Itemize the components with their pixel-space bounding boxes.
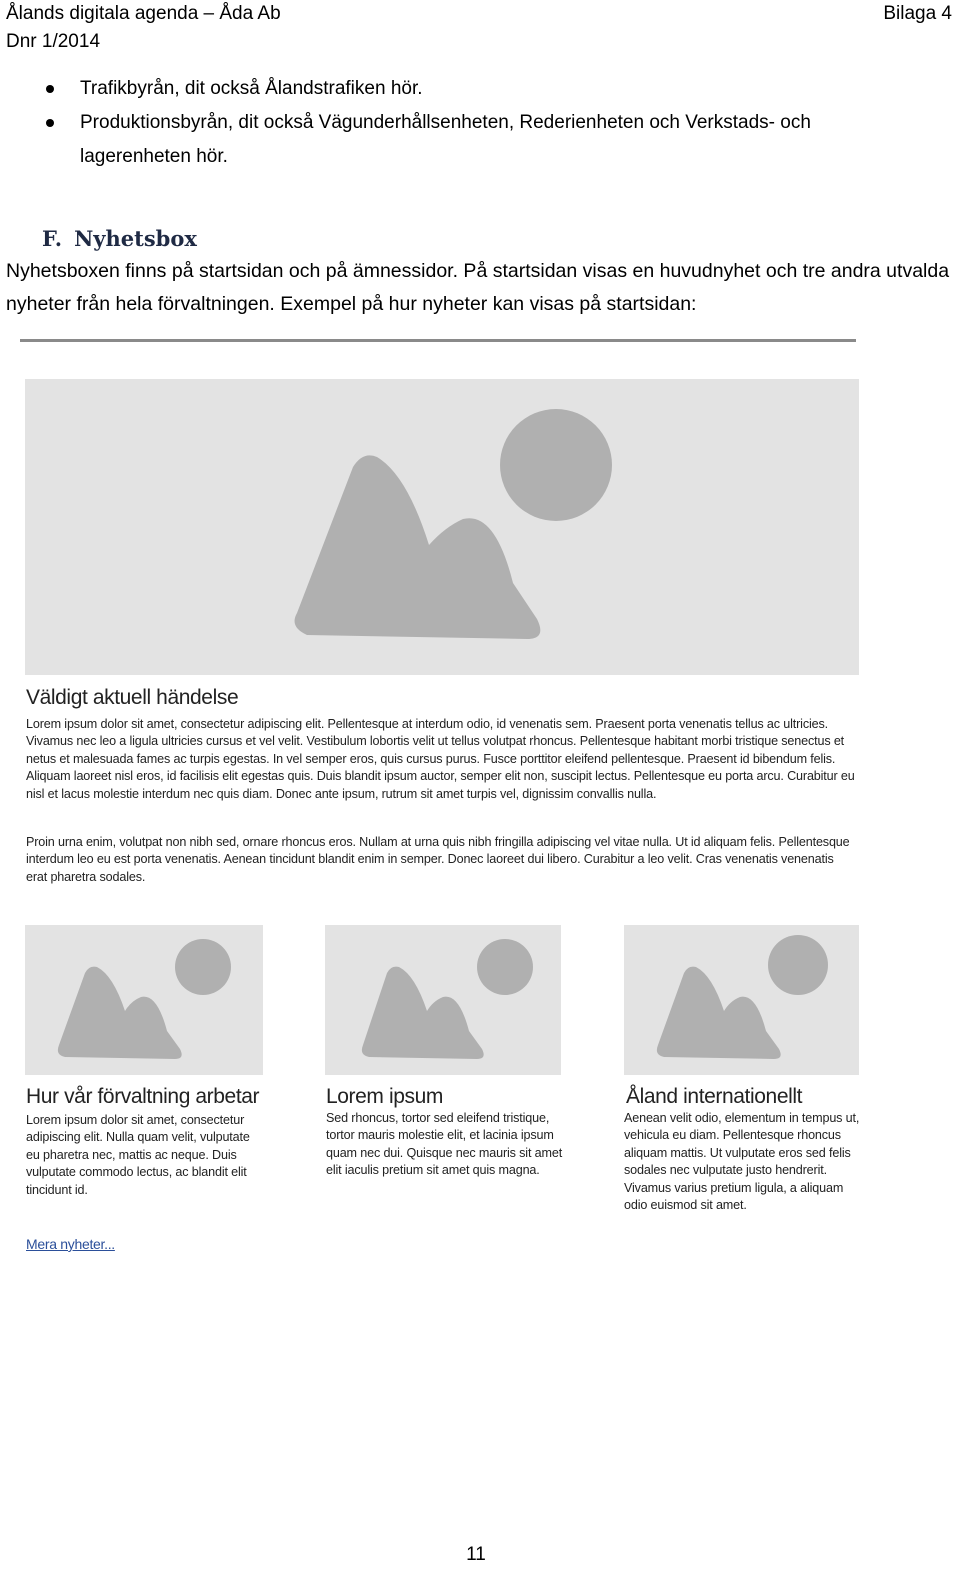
image-placeholder-icon <box>25 925 263 1075</box>
news-image-placeholder <box>325 925 561 1075</box>
news-item-text: Sed rhoncus, tortor sed eleifend tristique, tortor mauris molestie elit, et lacinia ipsum quam nec dui. Quisque nec mauris sit amet elit iaculis pretium sit amet quis magna. <box>326 1111 563 1178</box>
main-news-paragraph: Lorem ipsum dolor sit amet, consectetur adipiscing elit. Pellentesque at interdum odio, id venenatis sem. Praesent porta venenatis tellus ac ultricies. Vivamus nec leo a ligula ultricies cursus et vel velit. Vestibulum lobortis velit ut tellus volutpat rhoncus. Pellentesque habitant morbi tristique senectus et netus et malesuada fames ac turpis egestas. In vel semper eros, quis cursus purus. Fusce porttitor eleifend pellentesque. Praesent id bibendum felis. Aliquam laoreet nisl eros, id facilisis elit egestas quis. Duis blandit ipsum auctor, semper elit non, suscipit lectus. Pellentesque eu porta arcu. Curabitur eu nisl et lacus molestie interdum nec quis diam. Donec ante ipsum, rutrum sit amet turpis vel, dignissim convallis nulla. <box>26 717 855 801</box>
section-title: Nyhetsbox <box>74 226 197 251</box>
bullet-list <box>0 72 960 174</box>
appendix-label: Bilaga 4 <box>883 3 952 24</box>
news-image-placeholder <box>25 925 263 1075</box>
section-intro: Nyhetsboxen finns på startsidan och på ämnessidor. På startsidan visas en huvudnyhet och tre andra utvalda nyheter från hela förvaltningen. Exempel på hur nyheter kan visas på startsidan: <box>6 260 950 315</box>
news-item-title: Lorem ipsum <box>326 1085 443 1108</box>
main-news-paragraph: Proin urna enim, volutpat non nibh sed, ornare rhoncus eros. Nullam at urna quis nibh fringilla adipiscing vel vitae nulla. Ut id aliquam felis. Pellentesque interdum leo eu est porta venenatis. Aenean tincidunt blandit enim in semper. Donec laoreet dui libero. Curabitur a leo velit. Cras venenatis venenatis erat pharetra sodales. <box>26 835 850 884</box>
mockup-divider <box>20 339 856 342</box>
section-heading <box>42 226 197 251</box>
image-placeholder-icon <box>624 925 859 1075</box>
news-item-text: Aenean velit odio, elementum in tempus ut, vehicula eu diam. Pellentesque rhoncus aliquam mattis. Ut vulputate eros sed felis sodales nec vulputate justo hendrerit. Vivamus varius pretium ligula, a aliquam odio euismod sit amet. <box>624 1111 860 1213</box>
section-letter: F. <box>42 226 63 251</box>
news-item-title: Hur vår förvaltning arbetar <box>26 1085 260 1108</box>
document-header-left <box>6 0 281 56</box>
image-placeholder-icon <box>25 379 859 675</box>
image-placeholder-icon <box>325 925 561 1075</box>
news-image-placeholder <box>624 925 859 1075</box>
bullet-item: Trafikbyrån, dit också Ålandstrafiken hör. <box>0 72 960 106</box>
more-news-link[interactable]: Mera nyheter... <box>26 1236 115 1252</box>
bullet-item: Produktionsbyrån, dit också Vägunderhållsenheten, Rederienheten och Verkstads- och lagerenheten hör. <box>0 106 960 174</box>
page-number: 11 <box>466 1544 486 1565</box>
main-news-title: Väldigt aktuell händelse <box>26 686 239 709</box>
main-news-image-placeholder <box>25 379 859 675</box>
document-reference: Dnr 1/2014 <box>6 31 101 52</box>
news-item-text: Lorem ipsum dolor sit amet, consectetur adipiscing elit. Nulla quam velit, vulputate eu pharetra nec, mattis ac neque. Duis vulputate commodo lectus, ac blandit elit tincidunt id. <box>26 1113 250 1197</box>
news-item-title: Åland internationellt <box>626 1085 803 1108</box>
document-title: Ålands digitala agenda – Åda Ab <box>6 3 281 24</box>
